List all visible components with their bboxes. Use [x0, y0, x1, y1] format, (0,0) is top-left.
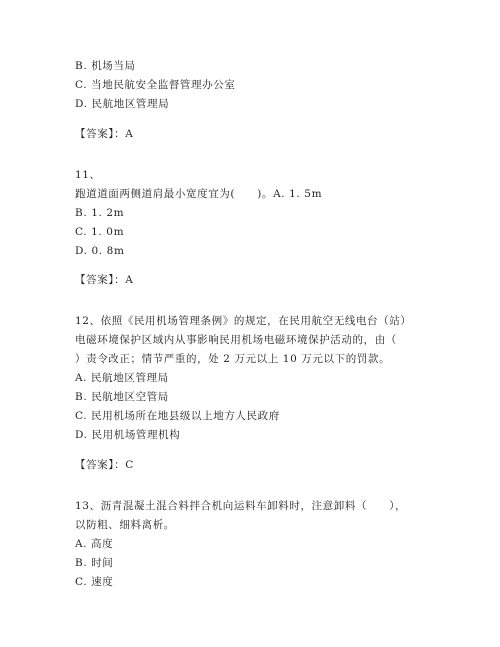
q12-option-b: B. 民航地区空管局 [75, 391, 169, 403]
q11-stem: 跑道道面两侧道肩最小宽度宜为( )。A. 1. 5m [75, 188, 323, 200]
q13-stem-line-2: 以防粗、细料离析。 [75, 519, 175, 531]
q10-answer: 【答案】：A [75, 128, 134, 140]
q11-option-c: C. 1. 0m [75, 226, 125, 238]
q11-option-d: D. 0. 8m [75, 245, 125, 257]
q13-stem-line-1: 13、沥青混凝土混合料拌合机向运料车卸料时，注意卸料（ ）， [75, 500, 407, 512]
q12-option-c: C. 民用机场所在地县级以上地方人民政府 [75, 410, 280, 422]
q13-option-b: B. 时间 [75, 557, 114, 569]
q10-option-d: D. 民航地区管理局 [75, 98, 170, 110]
q12-stem-line-1: 12、依照《民用机场管理条例》的规定，在民用航空无线电台（站） [75, 315, 412, 327]
q11-option-b: B. 1. 2m [75, 207, 125, 219]
q12-stem-line-2: 电磁环境保护区域内从事影响民用机场电磁环境保护活动的，由（ [75, 334, 397, 346]
q12-option-a: A. 民航地区管理局 [75, 372, 169, 384]
q13-option-c: C. 速度 [75, 576, 114, 588]
q12-option-d: D. 民用机场管理机构 [75, 429, 181, 441]
q10-option-c: C. 当地民航安全监督管理办公室 [75, 79, 236, 91]
q13-option-a: A. 高度 [75, 538, 114, 550]
q12-stem-line-3: ）责令改正；情节严重的，处 2 万元以上 10 万元以下的罚款。 [75, 353, 391, 365]
q11-answer: 【答案】：A [75, 274, 134, 286]
q11-number: 11、 [75, 169, 101, 181]
q10-option-b: B. 机场当局 [75, 60, 136, 72]
q12-answer: 【答案】：C [75, 459, 134, 471]
